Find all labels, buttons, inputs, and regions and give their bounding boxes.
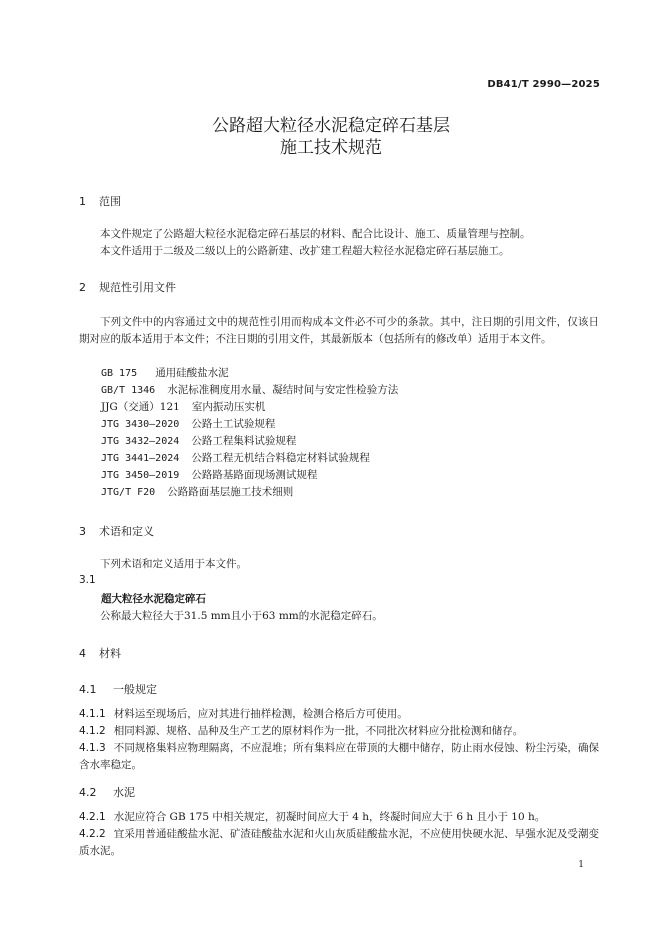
section-2-title: 规范性引用文件 (99, 281, 176, 294)
reference-code: JTG 3441—2024 (101, 453, 180, 464)
reference-title: 室内振动压实机 (191, 401, 266, 413)
section-2-heading (79, 279, 176, 295)
reference-title: 公路工程集料试验规程 (191, 435, 297, 447)
reference-title: 通用硅酸盐水泥 (155, 367, 229, 379)
reference-item (101, 467, 317, 484)
section-1-paragraph-1: 本文件规定了公路超大粒径水泥稳定碎石基层的材料、配合比设计、施工、质量管理与控制。 (100, 228, 531, 240)
clause-text: 材料运至现场后，应对其进行抽样检测，检测合格后方可使用。 (113, 708, 408, 720)
subsection-4-1-title: 一般规定 (113, 683, 157, 696)
subsection-4-2-heading (79, 784, 135, 800)
reference-title: 公路工程无机结合料稳定材料试验规程 (191, 452, 370, 464)
subsection-4-1-number: 4.1 (79, 683, 97, 696)
clause-number: 4.1.3 (79, 742, 106, 754)
section-1-paragraph-2: 本文件适用于二级及二级以上的公路新建、改扩建工程超大粒径水泥稳定碎石基层施工。 (100, 245, 510, 257)
section-1-heading (79, 193, 121, 209)
reference-title: 公路土工试验规程 (191, 418, 276, 430)
clause-number: 4.1.2 (79, 725, 106, 737)
clause-text: 不同规格集料应物理隔离，不应混堆；所有集料应在带顶的大棚中储存，防止雨水侵蚀、粉尘污染，确保含水率稳定。 (79, 742, 599, 771)
reference-code: JTG 3432—2024 (101, 436, 180, 447)
standard-code: DB41/T 2990—2025 (487, 79, 600, 90)
clause-number: 4.2.2 (79, 828, 106, 840)
clause-text: 水泥应符合 GB 175 中相关规定，初凝时间应大于 4 h，终凝时间应大于 6 h 且小于 10 h。 (113, 811, 546, 823)
page-number: 1 (578, 860, 584, 870)
subsection-4-2-title: 水泥 (113, 786, 135, 799)
section-1-number: 1 (79, 195, 86, 208)
clause-4-2-1 (79, 809, 599, 826)
reference-title: 水泥标准稠度用水量、凝结时间与安定性检验方法 (167, 384, 399, 396)
section-2-number: 2 (79, 281, 86, 294)
reference-code: GB 175 (101, 368, 138, 379)
document-title-line-2: 施工技术规范 (280, 138, 382, 158)
section-3-title: 术语和定义 (99, 525, 154, 538)
clause-4-1-2 (79, 723, 599, 740)
reference-item (101, 484, 293, 501)
section-4-title: 材料 (99, 647, 121, 660)
clause-number: 4.2.1 (79, 811, 106, 823)
section-2-paragraph-1: 下列文件中的内容通过文中的规范性引用而构成本文件必不可少的条款。其中，注日期的引用文件，仅该日期对应的版本适用于本文件；不注日期的引用文件，其最新版本（包括所有的修改单）适用于本文件。 (79, 316, 599, 345)
reference-code: GB/T 1346 (101, 385, 156, 396)
reference-item (101, 450, 370, 467)
reference-code: JJG（交通）121 (101, 401, 180, 413)
document-title-line-1: 公路超大粒径水泥稳定碎石基层 (212, 116, 450, 136)
subsection-4-1-heading (79, 681, 157, 697)
reference-title: 公路路基路面现场测试规程 (191, 469, 318, 481)
section-4-heading (79, 645, 121, 661)
term-name: 超大粒径水泥稳定碎石 (101, 593, 206, 605)
reference-item (101, 399, 265, 416)
clause-text: 宜采用普通硅酸盐水泥、矿渣硅酸盐水泥和火山灰质硅酸盐水泥，不应使用快硬水泥、早强水泥及受潮变质水泥。 (79, 828, 599, 857)
reference-item (101, 382, 398, 399)
section-3-heading (79, 523, 154, 539)
reference-title: 公路路面基层施工技术细则 (167, 486, 294, 498)
reference-code: JTG/T F20 (101, 487, 156, 498)
clause-text: 相同料源、规格、品种及生产工艺的原材料作为一批，不同批次材料应分批检测和储存。 (113, 725, 524, 737)
section-1-title: 范围 (99, 195, 121, 208)
reference-code: JTG 3450—2019 (101, 470, 180, 481)
clause-number: 4.1.1 (79, 708, 106, 720)
section-3-paragraph-1: 下列术语和定义适用于本文件。 (100, 558, 247, 570)
clause-4-1-3 (79, 740, 599, 774)
subsection-4-2-number: 4.2 (79, 786, 97, 799)
section-4-number: 4 (79, 647, 86, 660)
clause-4-1-1 (79, 706, 599, 723)
section-3-number: 3 (79, 525, 86, 538)
reference-item (101, 433, 296, 450)
term-number: 3.1 (79, 574, 96, 586)
reference-item (101, 416, 275, 433)
term-definition: 公称最大粒径大于31.5 mm且小于63 mm的水泥稳定碎石。 (100, 610, 383, 622)
reference-code: JTG 3430—2020 (101, 419, 180, 430)
clause-4-2-2 (79, 826, 599, 860)
reference-item (101, 365, 229, 382)
